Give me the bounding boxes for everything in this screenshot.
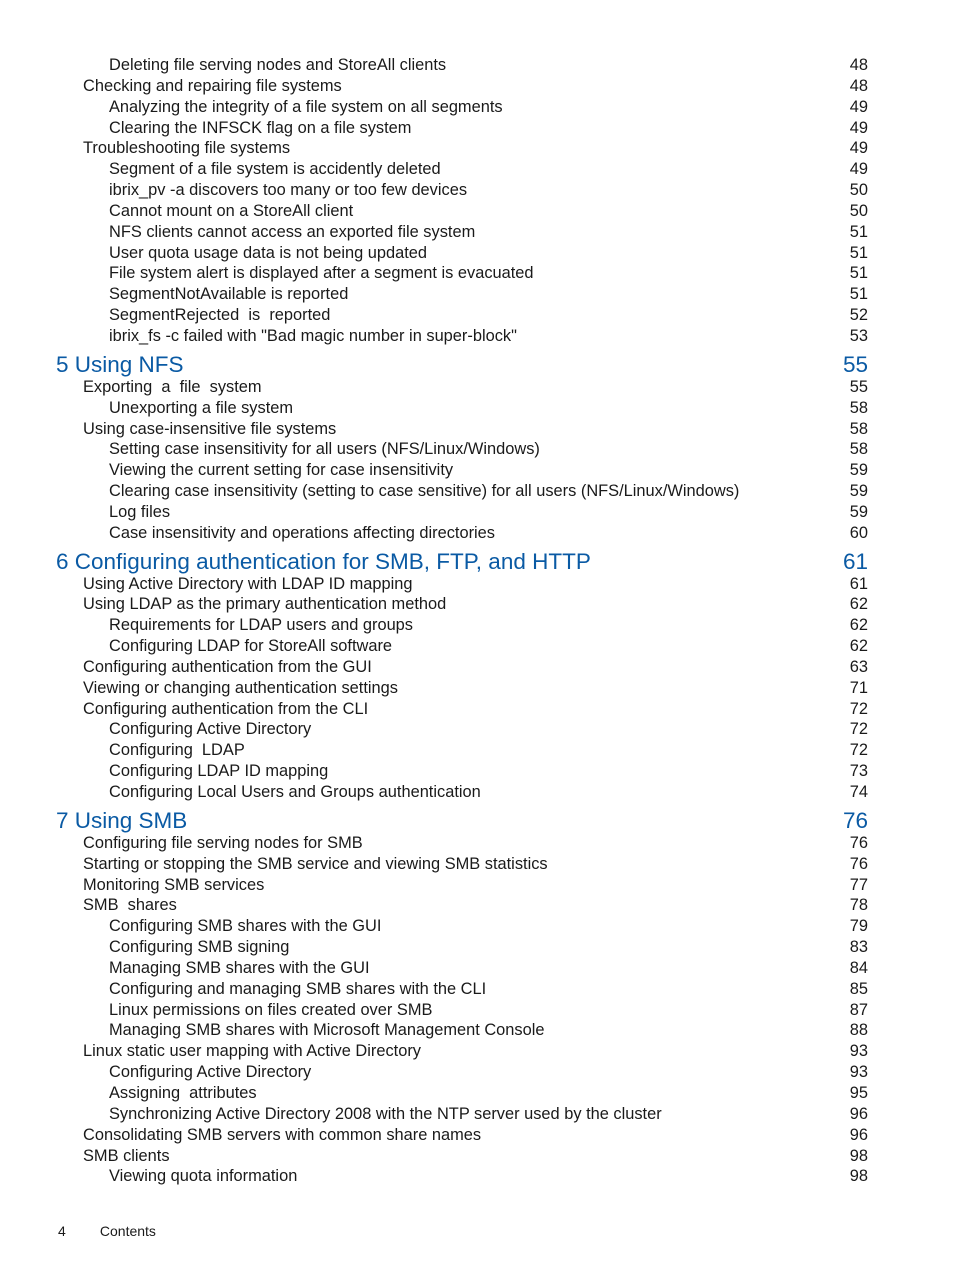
toc-entry-title: Linux permissions on files created over SMB	[109, 1000, 433, 1019]
toc-entry-title: Viewing or changing authentication settings	[83, 678, 398, 697]
toc-entry[interactable]	[56, 305, 868, 326]
toc-entry[interactable]	[56, 916, 868, 937]
toc-entry-page: 51	[849, 264, 868, 283]
toc-entry[interactable]	[56, 138, 868, 159]
toc-entry[interactable]	[56, 1020, 868, 1041]
toc-entry[interactable]	[56, 159, 868, 180]
toc-entry[interactable]	[56, 854, 868, 875]
toc-entry-page: 53	[849, 326, 868, 345]
toc-entry[interactable]	[56, 118, 868, 139]
toc-entry-title: SMB shares	[83, 896, 177, 915]
toc-entry[interactable]	[56, 523, 868, 544]
footer-section-label: Contents	[99, 1223, 156, 1239]
toc-entry[interactable]	[56, 636, 868, 657]
toc-entry-title: SegmentRejected is reported	[109, 306, 331, 325]
toc-entry-page: 93	[849, 1063, 868, 1082]
toc-entry-page: 62	[849, 616, 868, 635]
toc-entry-title: Configuring Local Users and Groups authentication	[109, 783, 481, 801]
toc-entry-title: 6 Configuring authentication for SMB, FTP, and HTTP	[56, 548, 591, 574]
toc-entry-page: 87	[849, 1000, 868, 1019]
toc-entry[interactable]	[56, 180, 868, 201]
toc-entry-page: 58	[849, 398, 868, 417]
toc-entry-page: 61	[842, 548, 868, 574]
toc-entry[interactable]	[56, 615, 868, 636]
toc-entry[interactable]	[56, 398, 868, 419]
toc-entry-title: Analyzing the integrity of a file system on all segments	[109, 97, 503, 116]
toc-entry[interactable]	[56, 1062, 868, 1083]
toc-entry-page: 59	[849, 482, 868, 501]
toc-entry-title: Configuring SMB shares with the GUI	[109, 917, 382, 936]
toc-entry[interactable]	[56, 1104, 868, 1125]
toc-entry[interactable]	[56, 1083, 868, 1104]
toc-entry-title: SMB clients	[83, 1146, 170, 1165]
toc-entry-page: 76	[849, 854, 868, 873]
toc-entry[interactable]	[56, 699, 868, 720]
toc-entry-title: Configuring authentication from the GUI	[83, 657, 372, 676]
toc-entry[interactable]	[56, 895, 868, 916]
toc-entry-page: 60	[849, 523, 868, 542]
toc-entry[interactable]	[56, 481, 868, 502]
toc-entry[interactable]	[56, 657, 868, 678]
toc-entry-page: 51	[849, 222, 868, 241]
toc-entry-title: ibrix_fs -c failed with "Bad magic number in super-block"	[109, 326, 517, 345]
toc-entry[interactable]	[56, 1000, 868, 1021]
toc-entry-title: 5 Using NFS	[56, 351, 184, 377]
toc-entry-title: Deleting file serving nodes and StoreAll clients	[109, 56, 447, 74]
toc-entry-page: 61	[849, 574, 868, 593]
toc-entry[interactable]	[56, 782, 868, 803]
toc-entry-title: Synchronizing Active Directory 2008 with the NTP server used by the cluster	[109, 1104, 662, 1123]
toc-entry[interactable]	[56, 761, 868, 782]
toc-entry-page: 98	[849, 1146, 868, 1165]
toc-entry-page: 78	[849, 896, 868, 915]
toc-entry-title: Configuring Active Directory	[109, 720, 316, 739]
toc-entry-page: 77	[849, 875, 868, 894]
toc-entry[interactable]	[56, 937, 868, 958]
toc-entry[interactable]	[56, 979, 868, 1000]
toc-entry[interactable]	[56, 263, 868, 284]
toc-entry-title: Assigning attributes	[109, 1083, 257, 1102]
toc-entry-title: NFS clients cannot access an exported file system	[109, 222, 476, 241]
toc-entry-page: 58	[849, 440, 868, 459]
toc-entry-page: 76	[849, 833, 868, 852]
toc-entry[interactable]	[56, 419, 868, 440]
toc-entry-page: 98	[849, 1167, 868, 1186]
toc-entry-title: Configuring SMB signing	[109, 938, 294, 957]
toc-entry-page: 93	[849, 1042, 868, 1061]
toc-entry-page: 88	[849, 1021, 868, 1040]
toc-entry[interactable]	[56, 222, 868, 243]
toc-entry-page: 95	[849, 1083, 868, 1102]
table-of-contents	[56, 55, 868, 1187]
toc-entry[interactable]	[56, 76, 868, 97]
toc-entry[interactable]	[56, 958, 868, 979]
toc-entry-page: 52	[849, 306, 868, 325]
toc-entry-page: 58	[849, 419, 868, 438]
page-footer	[58, 1223, 156, 1239]
toc-entry-title: Setting case insensitivity for all users (NFS/Linux/Windows)	[109, 440, 540, 459]
toc-entry-title: Log files	[109, 502, 171, 521]
toc-entry-title: Unexporting a file system	[109, 398, 294, 417]
toc-entry-title: Using case-insensitive file systems	[83, 419, 341, 438]
toc-entry-page: 59	[849, 461, 868, 480]
toc-entry-page: 49	[849, 160, 868, 179]
toc-entry[interactable]	[56, 201, 868, 222]
toc-entry-page: 85	[849, 979, 868, 998]
toc-entry-title: Configuring file serving nodes for SMB	[83, 833, 363, 852]
toc-entry-page: 55	[842, 351, 868, 377]
toc-entry[interactable]	[56, 1166, 868, 1187]
toc-entry[interactable]	[56, 594, 868, 615]
toc-entry-title: Configuring authentication from the CLI	[83, 699, 369, 718]
toc-entry-title: Viewing the current setting for case insensitivity	[109, 461, 454, 480]
toc-entry-page: 62	[849, 595, 868, 614]
toc-entry-page: 48	[849, 76, 868, 95]
toc-entry[interactable]	[56, 740, 868, 761]
toc-entry[interactable]	[56, 284, 868, 305]
toc-entry-title: Managing SMB shares with the GUI	[109, 958, 370, 977]
toc-entry-page: 71	[849, 678, 868, 697]
toc-entry-page: 50	[849, 201, 868, 220]
toc-entry[interactable]	[56, 377, 868, 398]
toc-entry-title: Monitoring SMB services	[83, 875, 265, 894]
toc-entry-title: Using LDAP as the primary authentication method	[83, 595, 447, 614]
toc-entry-title: Configuring LDAP ID mapping	[109, 762, 329, 781]
toc-entry-page: 51	[849, 243, 868, 262]
toc-entry-title: Clearing case insensitivity (setting to case sensitive) for all users (NFS/Linux/Windows)	[109, 482, 740, 501]
toc-entry-title: Checking and repairing file systems	[83, 76, 342, 95]
toc-entry-page: 51	[849, 285, 868, 304]
toc-entry-title: Cannot mount on a StoreAll client	[109, 201, 354, 220]
toc-entry-title: ibrix_pv -a discovers too many or too few devices	[109, 181, 468, 200]
toc-entry-page: 55	[849, 377, 868, 396]
toc-entry-title: Managing SMB shares with Microsoft Management Console	[109, 1021, 545, 1040]
toc-entry-title: Starting or stopping the SMB service and viewing SMB statistics	[83, 854, 548, 873]
toc-entry-title: SegmentNotAvailable is reported	[109, 285, 349, 304]
toc-entry[interactable]	[56, 1146, 868, 1167]
toc-entry[interactable]	[56, 719, 868, 740]
toc-entry-title: Linux static user mapping with Active Directory	[83, 1042, 421, 1061]
toc-entry[interactable]	[56, 875, 868, 896]
toc-entry-page: 73	[849, 762, 868, 781]
toc-entry-title: Configuring and managing SMB shares with the CLI	[109, 979, 487, 998]
toc-entry-title: 7 Using SMB	[56, 807, 188, 833]
toc-entry-title: Consolidating SMB servers with common share names	[83, 1125, 482, 1144]
toc-entry-page: 48	[849, 56, 868, 74]
toc-entry[interactable]	[56, 439, 868, 460]
toc-entry-page: 59	[849, 502, 868, 521]
toc-entry-title: File system alert is displayed after a segment is evacuated	[109, 264, 534, 283]
toc-entry[interactable]	[56, 55, 868, 76]
toc-entry[interactable]	[56, 243, 868, 264]
toc-entry-title: Configuring LDAP for StoreAll software	[109, 637, 393, 656]
toc-entry-page: 62	[849, 637, 868, 656]
toc-entry-title: Clearing the INFSCK flag on a file system	[109, 118, 412, 137]
toc-entry[interactable]	[56, 326, 868, 347]
toc-entry[interactable]	[56, 97, 868, 118]
toc-entry-page: 50	[849, 181, 868, 200]
toc-entry-page: 72	[849, 699, 868, 718]
toc-entry-page: 63	[849, 657, 868, 676]
toc-entry-title: Case insensitivity and operations affecting directories	[109, 523, 495, 542]
toc-entry-title: Using Active Directory with LDAP ID mapping	[83, 574, 413, 593]
toc-entry[interactable]	[56, 460, 868, 481]
toc-entry-title: Viewing quota information	[109, 1167, 298, 1186]
toc-entry-title: Exporting a file system	[83, 377, 262, 396]
toc-entry[interactable]	[56, 1125, 868, 1146]
footer-page-number: 4	[58, 1223, 66, 1239]
toc-entry-page: 49	[849, 139, 868, 158]
toc-entry-page: 96	[849, 1104, 868, 1123]
toc-entry-page: 76	[842, 807, 868, 833]
toc-entry[interactable]	[56, 502, 868, 523]
toc-entry-page: 72	[849, 720, 868, 739]
toc-entry-page: 49	[849, 118, 868, 137]
toc-entry-page: 84	[849, 958, 868, 977]
toc-entry-page: 49	[849, 97, 868, 116]
toc-entry-page: 96	[849, 1125, 868, 1144]
toc-entry[interactable]	[56, 678, 868, 699]
toc-entry[interactable]	[56, 833, 868, 854]
toc-entry-page: 74	[849, 783, 868, 801]
toc-entry-page: 83	[849, 938, 868, 957]
toc-entry-title: Segment of a file system is accidently deleted	[109, 160, 441, 179]
toc-entry-page: 72	[849, 741, 868, 760]
toc-entry-title: Troubleshooting file systems	[83, 139, 291, 158]
toc-entry-title: User quota usage data is not being updated	[109, 243, 428, 262]
toc-entry-title: Configuring LDAP	[109, 741, 245, 760]
toc-entry-title: Configuring Active Directory	[109, 1063, 312, 1082]
toc-entry-title: Requirements for LDAP users and groups	[109, 616, 413, 635]
toc-entry-page: 79	[849, 917, 868, 936]
toc-entry[interactable]	[56, 1041, 868, 1062]
